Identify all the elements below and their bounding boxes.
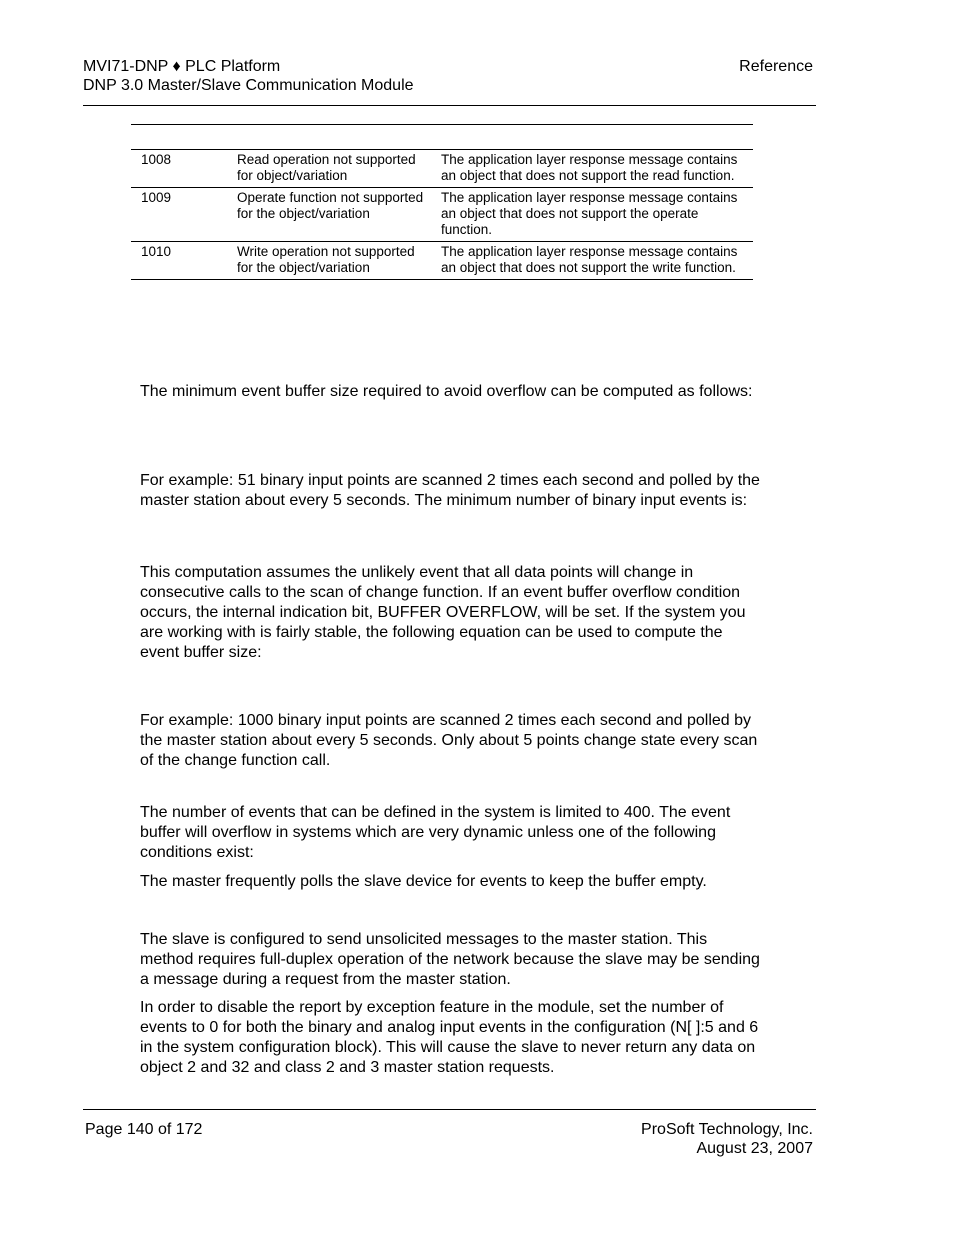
company-name: ProSoft Technology, Inc.	[641, 1121, 813, 1138]
page-footer-right	[641, 1120, 813, 1158]
error-code: 1008	[131, 150, 221, 188]
header-rule	[83, 105, 816, 106]
module-subtitle: DNP 3.0 Master/Slave Communication Module	[83, 77, 414, 94]
table-row	[131, 150, 753, 188]
error-name: Read operation not supported for object/variation	[221, 150, 435, 188]
page-header-left	[83, 57, 414, 95]
error-name: Write operation not supported for the object/variation	[221, 242, 435, 280]
paragraph-example-2: For example: 1000 binary input points are scanned 2 times each second and polled by the master station about every 5 seconds. Only about 5 points change state every scan of the change function call.	[140, 712, 758, 769]
page-number: Page 140 of 172	[85, 1121, 203, 1138]
paragraph-condition-1: The master frequently polls the slave device for events to keep the buffer empty.	[140, 873, 707, 890]
table-row	[131, 242, 753, 280]
publication-date: August 23, 2007	[696, 1140, 813, 1157]
table-row	[131, 188, 753, 242]
footer-rule	[83, 1109, 816, 1110]
paragraph-condition-2: The slave is configured to send unsolicited messages to the master station. This method requires full-duplex operation of the network because the slave may be sending a message during a request from the master station.	[140, 931, 760, 988]
product-title: MVI71-DNP ♦ PLC Platform	[83, 58, 281, 75]
paragraph-event-limit: The number of events that can be defined in the system is limited to 400. The event buffer will overflow in systems which are very dynamic unless one of the following conditions exist:	[140, 804, 731, 861]
section-label: Reference	[739, 58, 813, 75]
error-code: 1009	[131, 188, 221, 242]
paragraph-example-1: For example: 51 binary input points are scanned 2 times each second and polled by the master station about every 5 seconds. The minimum number of binary input events is:	[140, 472, 760, 509]
error-description: The application layer response message contains an object that does not support the write function.	[435, 242, 753, 280]
paragraph-computation: This computation assumes the unlikely event that all data points will change in consecutive calls to the scan of change function. If an event buffer overflow condition occurs, the internal indication bit, BUFFER OVERFLOW, will be set. If the system you are working with is fairly stable, the following equation can be used to compute the event buffer size:	[140, 564, 746, 661]
paragraph-buffer-size: The minimum event buffer size required to avoid overflow can be computed as follows:	[140, 383, 753, 400]
paragraph-disable-rbe: In order to disable the report by exception feature in the module, set the number of events to 0 for both the binary and analog input events in the configuration (N[ ]:5 and 6 in the system configuration block). This will cause the slave to never return any data on object 2 and 32 and class 2 and 3 master station requests.	[140, 999, 759, 1076]
error-name: Operate function not supported for the object/variation	[221, 188, 435, 242]
error-description: The application layer response message contains an object that does not support the operate function.	[435, 188, 753, 242]
error-description: The application layer response message contains an object that does not support the read function.	[435, 150, 753, 188]
error-code-table	[131, 124, 753, 280]
error-table	[131, 149, 753, 280]
error-code: 1010	[131, 242, 221, 280]
